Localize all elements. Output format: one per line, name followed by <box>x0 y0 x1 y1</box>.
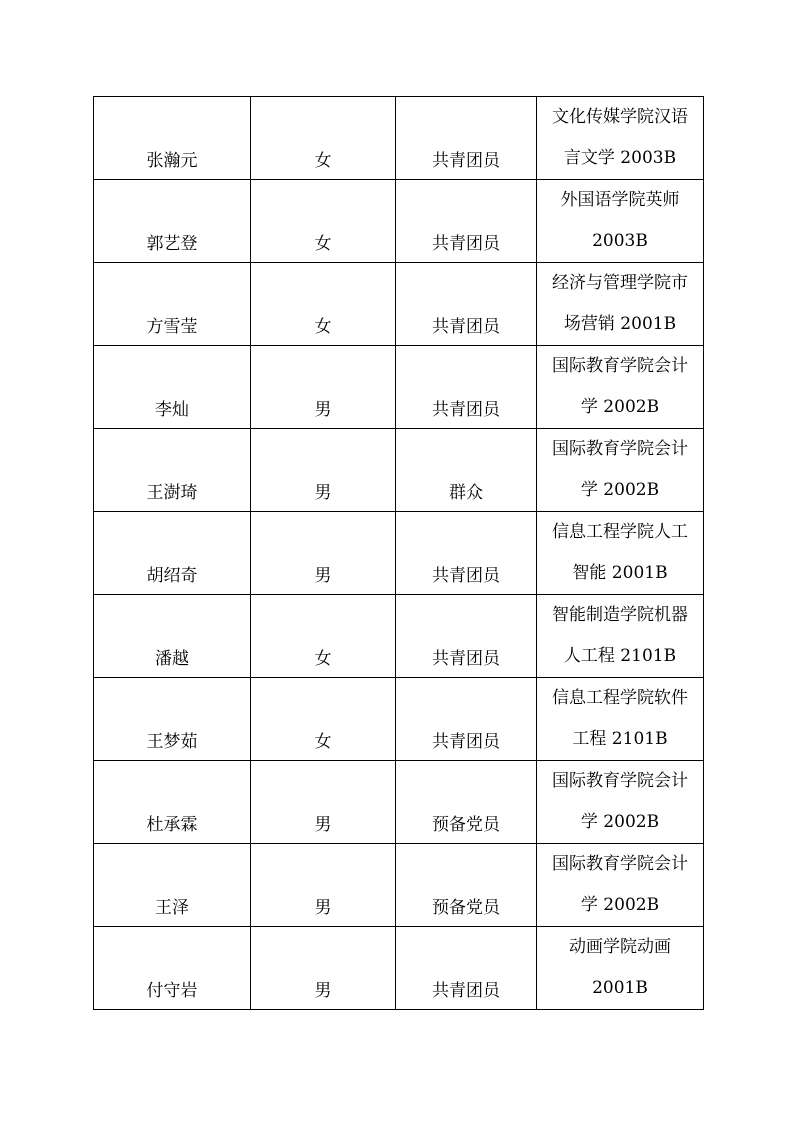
political-status-cell <box>396 595 537 678</box>
name-text: 潘越 <box>155 649 189 669</box>
name-text: 王澍琦 <box>146 483 198 503</box>
college-class-line-2: 工程 2101B <box>572 729 668 749</box>
college-class-cell <box>537 346 704 429</box>
political-status-cell <box>396 180 537 263</box>
college-class-cell <box>537 512 704 595</box>
college-class-cell <box>537 180 704 263</box>
gender-cell <box>251 512 396 595</box>
gender-cell <box>251 180 396 263</box>
name-text: 胡绍奇 <box>146 566 198 586</box>
college-class-line-2: 言文学 2003B <box>563 148 677 168</box>
college-class-line-1: 智能制造学院机器 <box>552 605 688 625</box>
political-status-cell <box>396 97 537 180</box>
gender-cell <box>251 429 396 512</box>
gender-text: 女 <box>314 732 332 752</box>
political-status-cell <box>396 844 537 927</box>
name-cell <box>94 97 251 180</box>
gender-text: 男 <box>314 566 332 586</box>
name-text: 郭艺登 <box>146 234 198 254</box>
college-class-line-1: 外国语学院英师 <box>560 190 680 210</box>
political-status-text: 共青团员 <box>432 234 500 254</box>
name-cell <box>94 678 251 761</box>
table-row <box>94 346 704 429</box>
gender-cell <box>251 678 396 761</box>
political-status-text: 预备党员 <box>432 815 500 835</box>
college-class-cell <box>537 97 704 180</box>
name-text: 王梦茹 <box>146 732 198 752</box>
table-row <box>94 761 704 844</box>
political-status-cell <box>396 512 537 595</box>
gender-text: 男 <box>314 400 332 420</box>
gender-text: 男 <box>314 815 332 835</box>
gender-cell <box>251 346 396 429</box>
member-table <box>93 96 704 1010</box>
political-status-text: 共青团员 <box>432 151 500 171</box>
college-class-line-1: 经济与管理学院市 <box>552 273 688 293</box>
name-text: 付守岩 <box>146 981 198 1001</box>
political-status-text: 共青团员 <box>432 317 500 337</box>
college-class-line-2: 学 2002B <box>580 895 660 915</box>
college-class-cell <box>537 429 704 512</box>
college-class-line-1: 国际教育学院会计 <box>552 771 688 791</box>
table-row <box>94 927 704 1010</box>
gender-text: 男 <box>314 898 332 918</box>
college-class-line-2: 学 2002B <box>580 397 660 417</box>
table-row <box>94 180 704 263</box>
member-table-body <box>94 97 704 1010</box>
political-status-cell <box>396 263 537 346</box>
college-class-line-2: 场营销 2001B <box>563 314 677 334</box>
college-class-cell <box>537 761 704 844</box>
political-status-text: 群众 <box>449 483 483 503</box>
gender-text: 女 <box>314 649 332 669</box>
table-row <box>94 97 704 180</box>
college-class-cell <box>537 678 704 761</box>
name-text: 王泽 <box>155 898 189 918</box>
gender-text: 女 <box>314 234 332 254</box>
college-class-line-2: 2003B <box>592 231 648 251</box>
gender-cell <box>251 97 396 180</box>
name-text: 杜承霖 <box>146 815 198 835</box>
political-status-text: 共青团员 <box>432 649 500 669</box>
college-class-line-1: 国际教育学院会计 <box>552 356 688 376</box>
college-class-line-1: 文化传媒学院汉语 <box>552 107 688 127</box>
political-status-text: 共青团员 <box>432 732 500 752</box>
name-cell <box>94 512 251 595</box>
table-row <box>94 595 704 678</box>
table-row <box>94 512 704 595</box>
table-row <box>94 263 704 346</box>
table-row <box>94 678 704 761</box>
name-cell <box>94 263 251 346</box>
name-cell <box>94 761 251 844</box>
college-class-line-2: 2001B <box>592 978 648 998</box>
college-class-line-1: 信息工程学院软件 <box>552 688 688 708</box>
political-status-text: 共青团员 <box>432 981 500 1001</box>
political-status-text: 共青团员 <box>432 400 500 420</box>
college-class-line-1: 国际教育学院会计 <box>552 439 688 459</box>
name-text: 方雪莹 <box>146 317 198 337</box>
gender-text: 男 <box>314 981 332 1001</box>
gender-cell <box>251 844 396 927</box>
name-text: 李灿 <box>155 400 189 420</box>
gender-cell <box>251 263 396 346</box>
name-text: 张瀚元 <box>146 151 198 171</box>
gender-cell <box>251 761 396 844</box>
college-class-cell <box>537 263 704 346</box>
college-class-line-1: 国际教育学院会计 <box>552 854 688 874</box>
table-row <box>94 429 704 512</box>
name-cell <box>94 927 251 1010</box>
gender-cell <box>251 595 396 678</box>
college-class-cell <box>537 595 704 678</box>
gender-text: 女 <box>314 317 332 337</box>
college-class-line-1: 动画学院动画 <box>569 937 671 957</box>
name-cell <box>94 844 251 927</box>
political-status-cell <box>396 678 537 761</box>
college-class-line-2: 学 2002B <box>580 480 660 500</box>
college-class-line-1: 信息工程学院人工 <box>552 522 688 542</box>
political-status-cell <box>396 761 537 844</box>
political-status-text: 共青团员 <box>432 566 500 586</box>
name-cell <box>94 180 251 263</box>
college-class-line-2: 学 2002B <box>580 812 660 832</box>
college-class-line-2: 智能 2001B <box>572 563 668 583</box>
college-class-line-2: 人工程 2101B <box>563 646 677 666</box>
name-cell <box>94 429 251 512</box>
political-status-cell <box>396 927 537 1010</box>
gender-text: 男 <box>314 483 332 503</box>
college-class-cell <box>537 844 704 927</box>
gender-text: 女 <box>314 151 332 171</box>
name-cell <box>94 595 251 678</box>
political-status-text: 预备党员 <box>432 898 500 918</box>
name-cell <box>94 346 251 429</box>
political-status-cell <box>396 346 537 429</box>
college-class-cell <box>537 927 704 1010</box>
political-status-cell <box>396 429 537 512</box>
table-row <box>94 844 704 927</box>
gender-cell <box>251 927 396 1010</box>
